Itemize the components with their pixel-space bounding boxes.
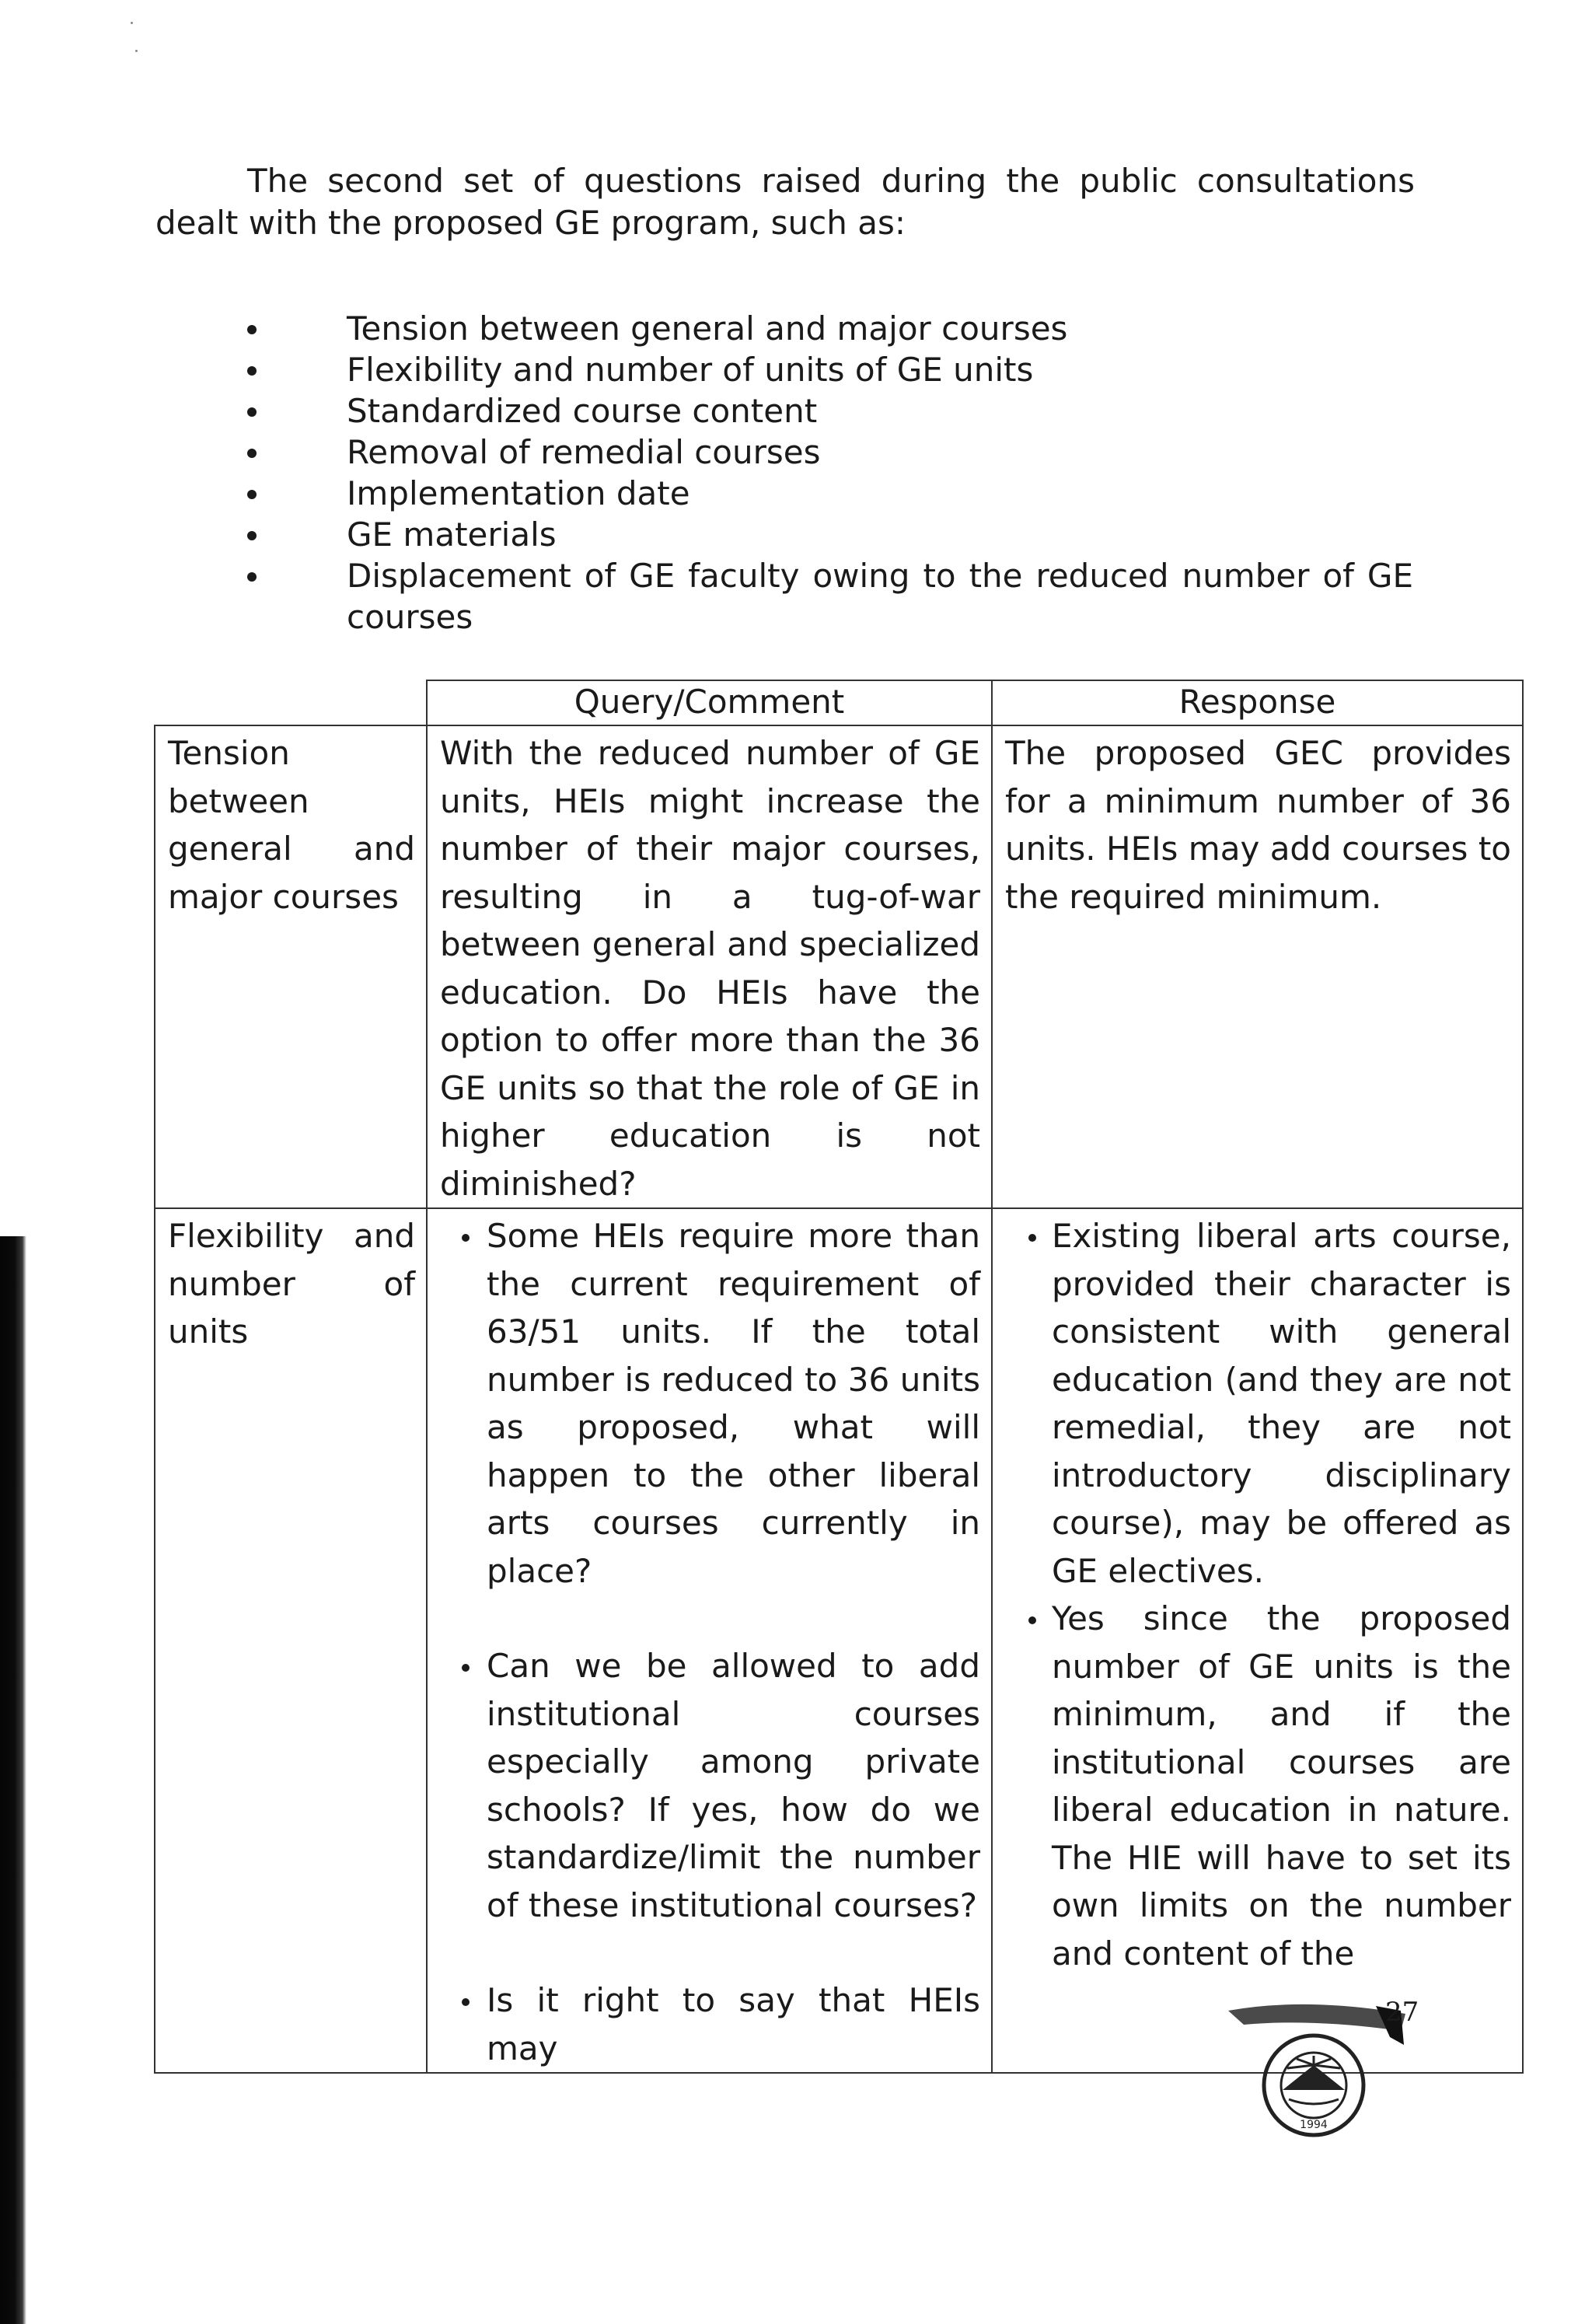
bullet-text: Displacement of GE faculty owing to the reduced number of GE courses xyxy=(347,557,1413,636)
bullet-icon xyxy=(247,325,257,334)
table-header-row xyxy=(155,680,1523,725)
header-query-comment: Query/Comment xyxy=(427,680,992,725)
table-row xyxy=(155,725,1523,1208)
bullet-icon xyxy=(1028,1616,1036,1624)
scan-speck xyxy=(135,50,138,52)
bullet-icon xyxy=(462,1664,470,1672)
bullet-item xyxy=(247,514,1413,555)
query-item xyxy=(440,1642,980,1929)
response-bullet-list xyxy=(1005,1212,1511,1977)
bullet-text: GE materials xyxy=(347,515,557,554)
bullet-icon xyxy=(247,531,257,540)
response-text: Existing liberal arts course, provided their character is consistent with general education (and they are not remedial, they are not introductory disciplinary course), may be offered as GE electives. xyxy=(1052,1217,1511,1590)
row-response: The proposed GEC provides for a minimum number of 36 units. HEIs may add courses to the required minimum. xyxy=(992,725,1523,1208)
bullet-icon xyxy=(1028,1234,1036,1242)
bullet-icon xyxy=(247,366,257,376)
scan-speck xyxy=(131,22,133,24)
bullet-icon xyxy=(247,572,257,582)
seal-year: 1994 xyxy=(1300,2119,1328,2131)
row-query: With the reduced number of GE units, HEIs might increase the number of their major courses, resulting in a tug-of-war between general and specialized education. Do HEIs have the option to offer more than the 36 GE units so that the role of GE in higher education is not diminished? xyxy=(427,725,992,1208)
response-text: Yes since the proposed number of GE units is the minimum, and if the institutional courses are liberal education in nature. The HIE will have to set its own limits on the number and content of the xyxy=(1052,1599,1511,1973)
query-item xyxy=(440,1212,980,1595)
page-number: 27 xyxy=(1385,1997,1419,2028)
response-item xyxy=(1005,1595,1511,1977)
bullet-item xyxy=(247,308,1413,349)
row-responses xyxy=(992,1208,1523,2073)
topic-bullet-list xyxy=(247,308,1413,638)
intro-paragraph: The second set of questions raised during the public consultations dealt with the proposed GE program, such as: xyxy=(155,162,1415,242)
response-item xyxy=(1005,1212,1511,1595)
query-item xyxy=(440,1976,980,2072)
row-topic: Flexibility and number of units xyxy=(155,1208,427,2073)
bullet-item xyxy=(247,432,1413,473)
bullet-item xyxy=(247,349,1413,390)
bullet-item xyxy=(247,390,1413,432)
row-topic: Tension between general and major courses xyxy=(155,725,427,1208)
commission-seal-stamp xyxy=(1197,1990,1415,2146)
bullet-text: Standardized course content xyxy=(347,392,818,430)
bullet-item xyxy=(247,555,1413,638)
bullet-icon xyxy=(462,1998,470,2006)
bullet-text: Tension between general and major courses xyxy=(347,309,1068,348)
bullet-icon xyxy=(247,490,257,499)
query-text: Is it right to say that HEIs may xyxy=(487,1981,980,2067)
bullet-item xyxy=(247,473,1413,514)
bullet-icon xyxy=(247,449,257,458)
bullet-text: Implementation date xyxy=(347,474,690,512)
bullet-text: Removal of remedial courses xyxy=(347,433,821,471)
bullet-icon xyxy=(247,407,257,417)
query-bullet-list xyxy=(440,1212,980,2072)
header-blank-cell xyxy=(155,680,427,725)
bullet-text: Flexibility and number of units of GE units xyxy=(347,351,1034,389)
scan-binding-edge xyxy=(0,1236,26,2324)
header-response: Response xyxy=(992,680,1523,725)
row-queries xyxy=(427,1208,992,2073)
query-text: Can we be allowed to add institutional courses especially among private schools? If yes, how do we standardize/limit the number of these institutional courses? xyxy=(487,1647,980,1924)
bullet-icon xyxy=(462,1234,470,1242)
query-response-table xyxy=(154,680,1524,2074)
table-row xyxy=(155,1208,1523,2073)
query-text: Some HEIs require more than the current requirement of 63/51 units. If the total number is reduced to 36 units as proposed, what will happen to the other liberal arts courses currently in place? xyxy=(487,1217,980,1590)
